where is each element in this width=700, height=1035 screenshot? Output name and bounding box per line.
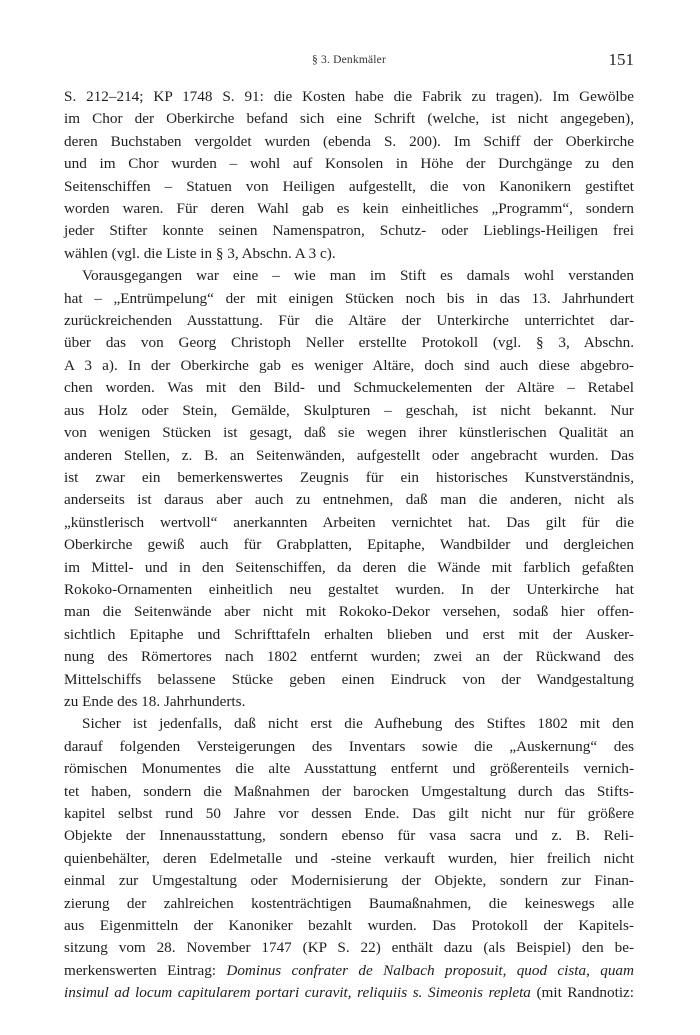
latin-quote: insimul ad locum capitularem portari curavit, reliquiis s. Simeonis repleta — [64, 984, 531, 1002]
text-line: einmal zur Umgestaltung oder Modernisierung der Objekte, sondern zur Finan- — [64, 872, 634, 890]
text-line: aus Holz oder Stein, Gemälde, Skulpturen – geschah, ist nicht bekannt. Nur — [64, 401, 634, 419]
text-line: sitzung vom 28. November 1747 (KP S. 22) enthält dazu (als Beispiel) den be- — [64, 939, 634, 957]
text-line — [64, 982, 634, 1004]
text-line: hat – „Entrümpelung“ der mit einigen Stücken noch bis in das 13. Jahrhundert — [64, 289, 634, 307]
text-line: „künstlerisch wertvoll“ anerkannten Arbeiten vernichtet hat. Das gilt für die — [64, 513, 634, 531]
text-line: Vorausgegangen war eine – wie man im Stift es damals wohl verstanden — [82, 267, 634, 285]
text-line: quienbehälter, deren Edelmetalle und -steine verkauft wurden, hier freilich nicht — [64, 849, 634, 867]
body-text — [64, 86, 634, 1005]
text-line: Mittelschiffs belassene Stücke geben einen Eindruck von der Wandgestaltung — [64, 670, 634, 688]
text-line: zurückreichenden Ausstattung. Für die Altäre der Unterkirche unterrichtet dar- — [64, 312, 634, 330]
text-line: aus Eigenmitteln der Kanoniker bezahlt wurden. Das Protokoll der Kapitels- — [64, 917, 634, 935]
text-line: anderen Stellen, z. B. an Seitenwänden, aufgestellt oder angebracht wurden. Das — [64, 446, 634, 464]
text-run: (mit Randnotiz: — [530, 984, 634, 1002]
text-run: merkenswerten Eintrag: — [64, 961, 227, 979]
paragraph-1 — [64, 86, 634, 265]
text-line: Rokoko-Ornamenten einheitlich neu gestaltet wurden. In der Unterkirche hat — [64, 580, 634, 598]
text-line: darauf folgenden Versteigerungen des Inventars sowie die „Auskernung“ des — [64, 737, 634, 755]
text-line: Sicher ist jedenfalls, daß nicht erst die Aufhebung des Stiftes 1802 mit den — [82, 715, 634, 733]
text-line: S. 212–214; KP 1748 S. 91: die Kosten habe die Fabrik zu tragen). Im Gewölbe — [64, 88, 634, 105]
text-line: Oberkirche gewiß auch für Grabplatten, Epitaphe, Wandbilder und dergleichen — [64, 536, 634, 554]
text-line: man die Seitenwände aber nicht mit Rokoko-Dekor versehen, sodaß hier offen- — [64, 603, 634, 621]
text-line: wählen (vgl. die Liste in § 3, Abschn. A 3 c). — [64, 244, 336, 262]
text-line: über das von Georg Christoph Neller erstellte Protokoll (vgl. § 3, Abschn. — [64, 334, 634, 352]
text-line: A 3 a). In der Oberkirche gab es weniger Altäre, doch sind auch diese abgebro- — [64, 356, 634, 374]
text-line: Objekte der Innenausstattung, sondern ebenso für vasa sacra und z. B. Reli- — [64, 827, 634, 845]
text-line: im Chor der Oberkirche befand sich eine Schrift (welche, ist nicht angegeben), — [64, 110, 634, 128]
text-line: im Mittel- und in den Seitenschiffen, da deren die Wände mit farblich gefaßten — [64, 558, 634, 576]
text-line: jeder Stifter konnte seinen Namenspatron, Schutz- oder Lieblings-Heiligen frei — [64, 222, 634, 240]
text-line: nung des Römertores nach 1802 entfernt wurden; zwei an der Rückwand des — [64, 648, 634, 666]
latin-quote: Dominus confrater de Nalbach proposuit, quod cista, quam — [226, 961, 634, 979]
text-line — [64, 960, 634, 982]
text-line: kapitel selbst rund 50 Jahre vor dessen Ende. Das gilt nicht nur für größere — [64, 805, 634, 822]
text-line: deren Buchstaben vergoldet wurden (ebenda S. 200). Im Schiff der Oberkirche — [64, 132, 634, 150]
text-line: von wenigen Stücken ist gesagt, daß sie wegen ihrer künstlerischen Qualität an — [64, 424, 634, 442]
paragraph-3 — [64, 713, 634, 1004]
text-line: sichtlich Epitaphe und Schrifttafeln erhalten blieben und erst mit der Ausker- — [64, 625, 634, 643]
text-line: und im Chor wurden – wohl auf Konsolen in Höhe der Durchgänge zu den — [64, 155, 634, 173]
text-line: worden waren. Für deren Wahl gab es kein einheitliches „Programm“, sondern — [64, 200, 634, 218]
text-line: Seitenschiffen – Statuen von Heiligen aufgestellt, die von Kanonikern gestiftet — [64, 177, 634, 195]
text-line: tet haben, sondern die Maßnahmen der barocken Umgestaltung durch das Stifts- — [64, 782, 634, 800]
text-line: zu Ende des 18. Jahrhunderts. — [64, 692, 246, 710]
page-header — [64, 50, 634, 74]
text-line: anderseits ist daraus aber auch zu entnehmen, daß man die anderen, nicht als — [64, 491, 634, 509]
text-line: ist zwar ein bemerkenswertes Zeugnis für ein historisches Kunstverständnis, — [64, 468, 634, 486]
text-line: zierung der zahlreichen kostenträchtigen Baumaßnahmen, die keineswegs alle — [64, 894, 634, 912]
page-number: 151 — [608, 50, 634, 69]
text-line: chen worden. Was mit den Bild- und Schmuckelementen der Altäre – Retabel — [64, 379, 634, 397]
text-line: römischen Monumentes die alte Ausstattung entfernt und größerenteils vernich- — [64, 760, 634, 778]
paragraph-2 — [64, 265, 634, 713]
running-head: § 3. Denkmäler — [311, 54, 386, 66]
